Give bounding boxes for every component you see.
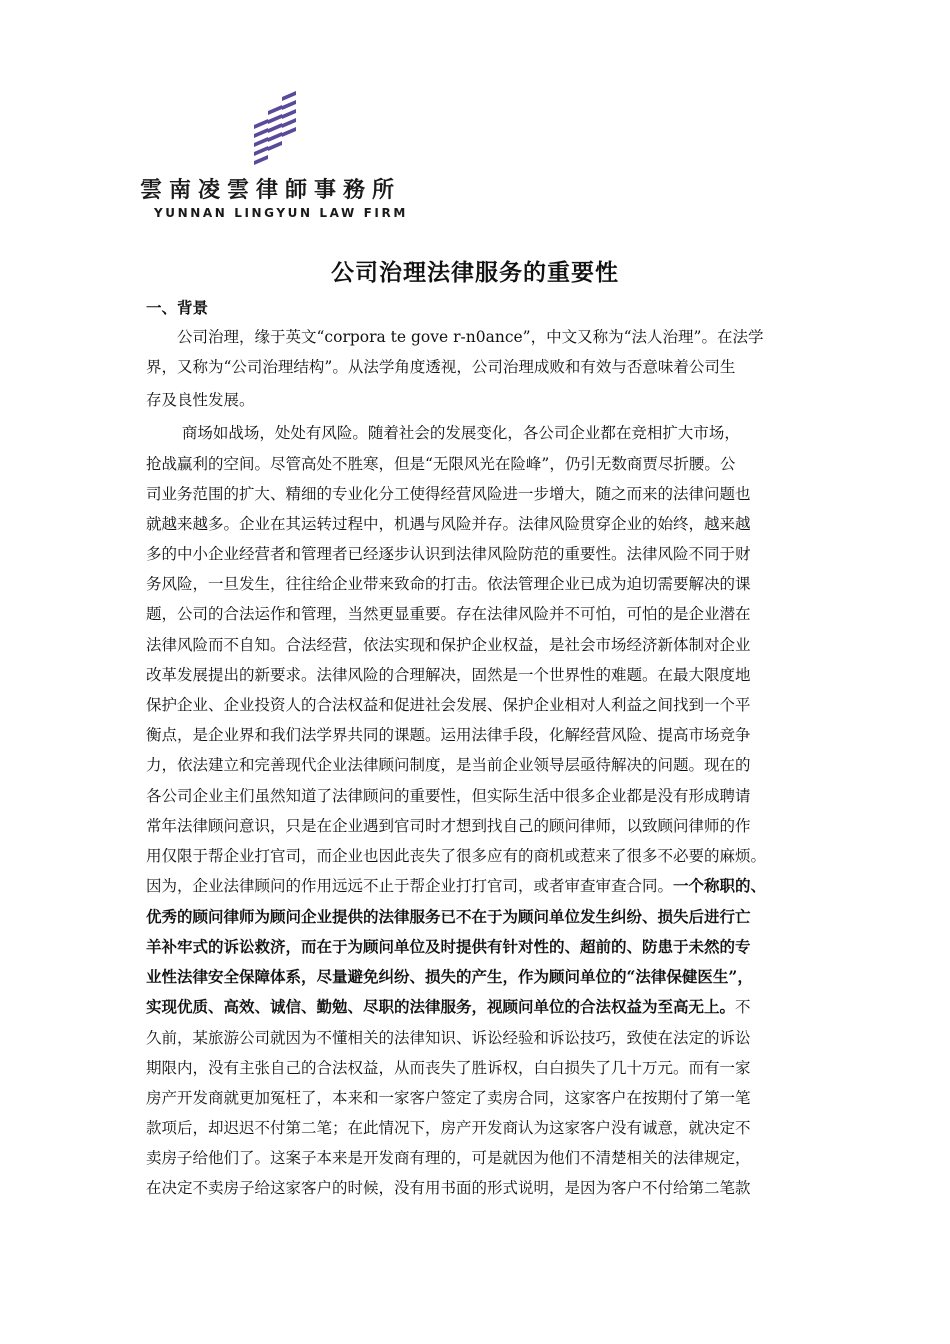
body-text-line <box>146 453 735 475</box>
logo-stripe <box>268 123 282 133</box>
text-segment: 界，又称为“公司治理结构”。从法学角度透视，公司治理成败和有效与否意味着公司生 <box>146 358 736 376</box>
text-segment: 常年法律顾问意识，只是在企业遇到官司时才想到找自己的顾问律师，以致顾问律师的作 <box>146 817 751 835</box>
body-text-line <box>146 1117 751 1139</box>
text-segment: 衡点，是企业界和我们法学界共同的课题。运用法律手段，化解经营风险、提高市场竞争 <box>146 726 751 744</box>
bold-text-segment: 羊补牢式的诉讼救济，而在于为顾问单位及时提供有针对性的、超前的、防患于未然的专 <box>146 937 751 956</box>
body-text-line <box>146 1177 751 1199</box>
body-text-line <box>146 996 751 1018</box>
body-text-line <box>146 754 751 776</box>
body-text-line <box>146 845 766 867</box>
logo-stripe <box>254 119 268 129</box>
bold-text-segment: 一个称职的、 <box>673 876 767 895</box>
body-text-line <box>146 634 751 656</box>
body-text-line <box>146 1057 751 1079</box>
logo-stripe <box>282 109 296 119</box>
logo-stripe <box>254 155 268 165</box>
logo-stripe <box>254 137 268 147</box>
body-text-line <box>146 326 763 348</box>
body-text-line <box>146 573 751 595</box>
text-segment: 多的中小企业经营者和管理者已经逐步认识到法律风险防范的重要性。法律风险不同于财 <box>146 545 751 563</box>
text-segment: 存及良性发展。 <box>146 391 255 409</box>
body-text-line <box>146 966 753 988</box>
body-text-line <box>146 815 751 837</box>
body-text-line <box>146 603 751 625</box>
logo-stripe <box>282 91 296 101</box>
bold-text-segment: 实现优质、高效、诚信、勤勉、尽职的法律服务，视顾问单位的合法权益为至高无上。 <box>146 997 736 1016</box>
bold-text-segment: 业性法律安全保障体系，尽量避免纠纷、损失的产生，作为顾问单位的“法律保健医生”， <box>146 967 753 986</box>
text-segment: 期限内，没有主张自己的合法权益，从而丧失了胜诉权，白白损失了几十万元。而有一家 <box>146 1059 751 1077</box>
bold-text-segment: 优秀的顾问律师为顾问企业提供的法律服务已不在于为顾问单位发生纠纷、损失后进行亡 <box>146 907 751 926</box>
text-segment: 款项后，却迟迟不付第二笔；在此情况下，房产开发商认为这家客户没有诚意，就决定不 <box>146 1119 751 1137</box>
text-segment: 久前，某旅游公司就因为不懂相关的法律知识、诉讼经验和诉讼技巧，致使在法定的诉讼 <box>146 1029 751 1047</box>
body-text-line <box>146 356 735 378</box>
firm-name-chinese: 雲南凌雲律師事務所 <box>140 177 402 203</box>
logo-stripe <box>282 100 296 110</box>
body-text-line <box>146 1027 751 1049</box>
text-segment: 房产开发商就更加冤枉了，本来和一家客户签定了卖房合同，这家客户在按期付了第一笔 <box>146 1089 751 1107</box>
text-segment: 公司治理，缘于英文“corpora te gove r-n0ance”，中文又称为“法人治理”。在法学 <box>146 328 764 346</box>
text-segment: 务风险，一旦发生，往往给企业带来致命的打击。依法管理企业已成为迫切需要解决的课 <box>146 575 751 593</box>
body-text-line <box>146 1087 751 1109</box>
firm-name-english: YUNNAN LINGYUN LAW FIRM <box>154 206 408 220</box>
text-segment: 题，公司的合法运作和管理，当然更显重要。存在法律风险并不可怕，可怕的是企业潜在 <box>146 605 751 623</box>
text-segment: 商场如战场，处处有风险。随着社会的发展变化，各公司企业都在竞相扩大市场， <box>146 424 740 442</box>
body-text-line <box>146 422 740 444</box>
logo-stripe <box>268 132 282 142</box>
logo-stripe <box>268 105 282 115</box>
body-text-line <box>146 664 751 686</box>
logo-stripe <box>282 118 296 128</box>
text-segment: 抢战赢利的空间。尽管高处不胜寒，但是“无限风光在险峰”，仍引无数商贾尽折腰。公 <box>146 455 736 473</box>
logo-stripe <box>254 146 268 156</box>
logo-stripe <box>254 128 268 138</box>
text-segment: 因为，企业法律顾问的作用远远不止于帮企业打打官司，或者审查审查合同。 <box>146 877 674 895</box>
body-text-line <box>146 906 751 928</box>
logo-stripe <box>268 141 282 151</box>
body-text-line <box>146 389 255 411</box>
text-segment: 各公司企业主们虽然知道了法律顾问的重要性，但实际生活中很多企业都是没有形成聘请 <box>146 787 751 805</box>
section-heading: 一、背景 <box>146 299 209 317</box>
logo-emblem-icon <box>248 85 308 167</box>
body-text-line <box>146 724 751 746</box>
body-text-line <box>146 513 751 535</box>
text-segment: 就越来越多。企业在其运转过程中，机遇与风险并存。法律风险贯穿企业的始终，越来越 <box>146 515 751 533</box>
body-text-line <box>146 543 751 565</box>
body-text-line <box>146 694 751 716</box>
text-segment: 保护企业、企业投资人的合法权益和促进社会发展、保护企业相对人利益之间找到一个平 <box>146 696 751 714</box>
text-segment: 用仅限于帮企业打官司，而企业也因此丧失了很多应有的商机或惹来了很多不必要的麻烦。 <box>146 847 767 865</box>
text-segment: 不 <box>735 998 751 1016</box>
text-segment: 在决定不卖房子给这家客户的时候，没有用书面的形式说明，是因为客户不付给第二笔款 <box>146 1179 751 1197</box>
text-segment: 力，依法建立和完善现代企业法律顾问制度，是当前企业领导层亟待解决的问题。现在的 <box>146 756 751 774</box>
law-firm-logo <box>140 85 420 225</box>
body-text-line <box>146 1147 751 1169</box>
body-text-line <box>146 936 751 958</box>
logo-stripe <box>282 127 296 137</box>
text-segment: 卖房子给他们了。这案子本来是开发商有理的，可是就因为他们不清楚相关的法律规定， <box>146 1149 751 1167</box>
text-segment: 司业务范围的扩大、精细的专业化分工使得经营风险进一步增大，随之而来的法律问题也 <box>146 485 751 503</box>
body-text-line <box>146 785 751 807</box>
text-segment: 法律风险而不自知。合法经营，依法实现和保护企业权益，是社会市场经济新体制对企业 <box>146 636 751 654</box>
body-text-line <box>146 875 766 897</box>
document-title: 公司治理法律服务的重要性 <box>331 260 619 286</box>
logo-stripe <box>268 114 282 124</box>
body-text-line <box>146 483 751 505</box>
text-segment: 改革发展提出的新要求。法律风险的合理解决，固然是一个世界性的难题。在最大限度地 <box>146 666 751 684</box>
